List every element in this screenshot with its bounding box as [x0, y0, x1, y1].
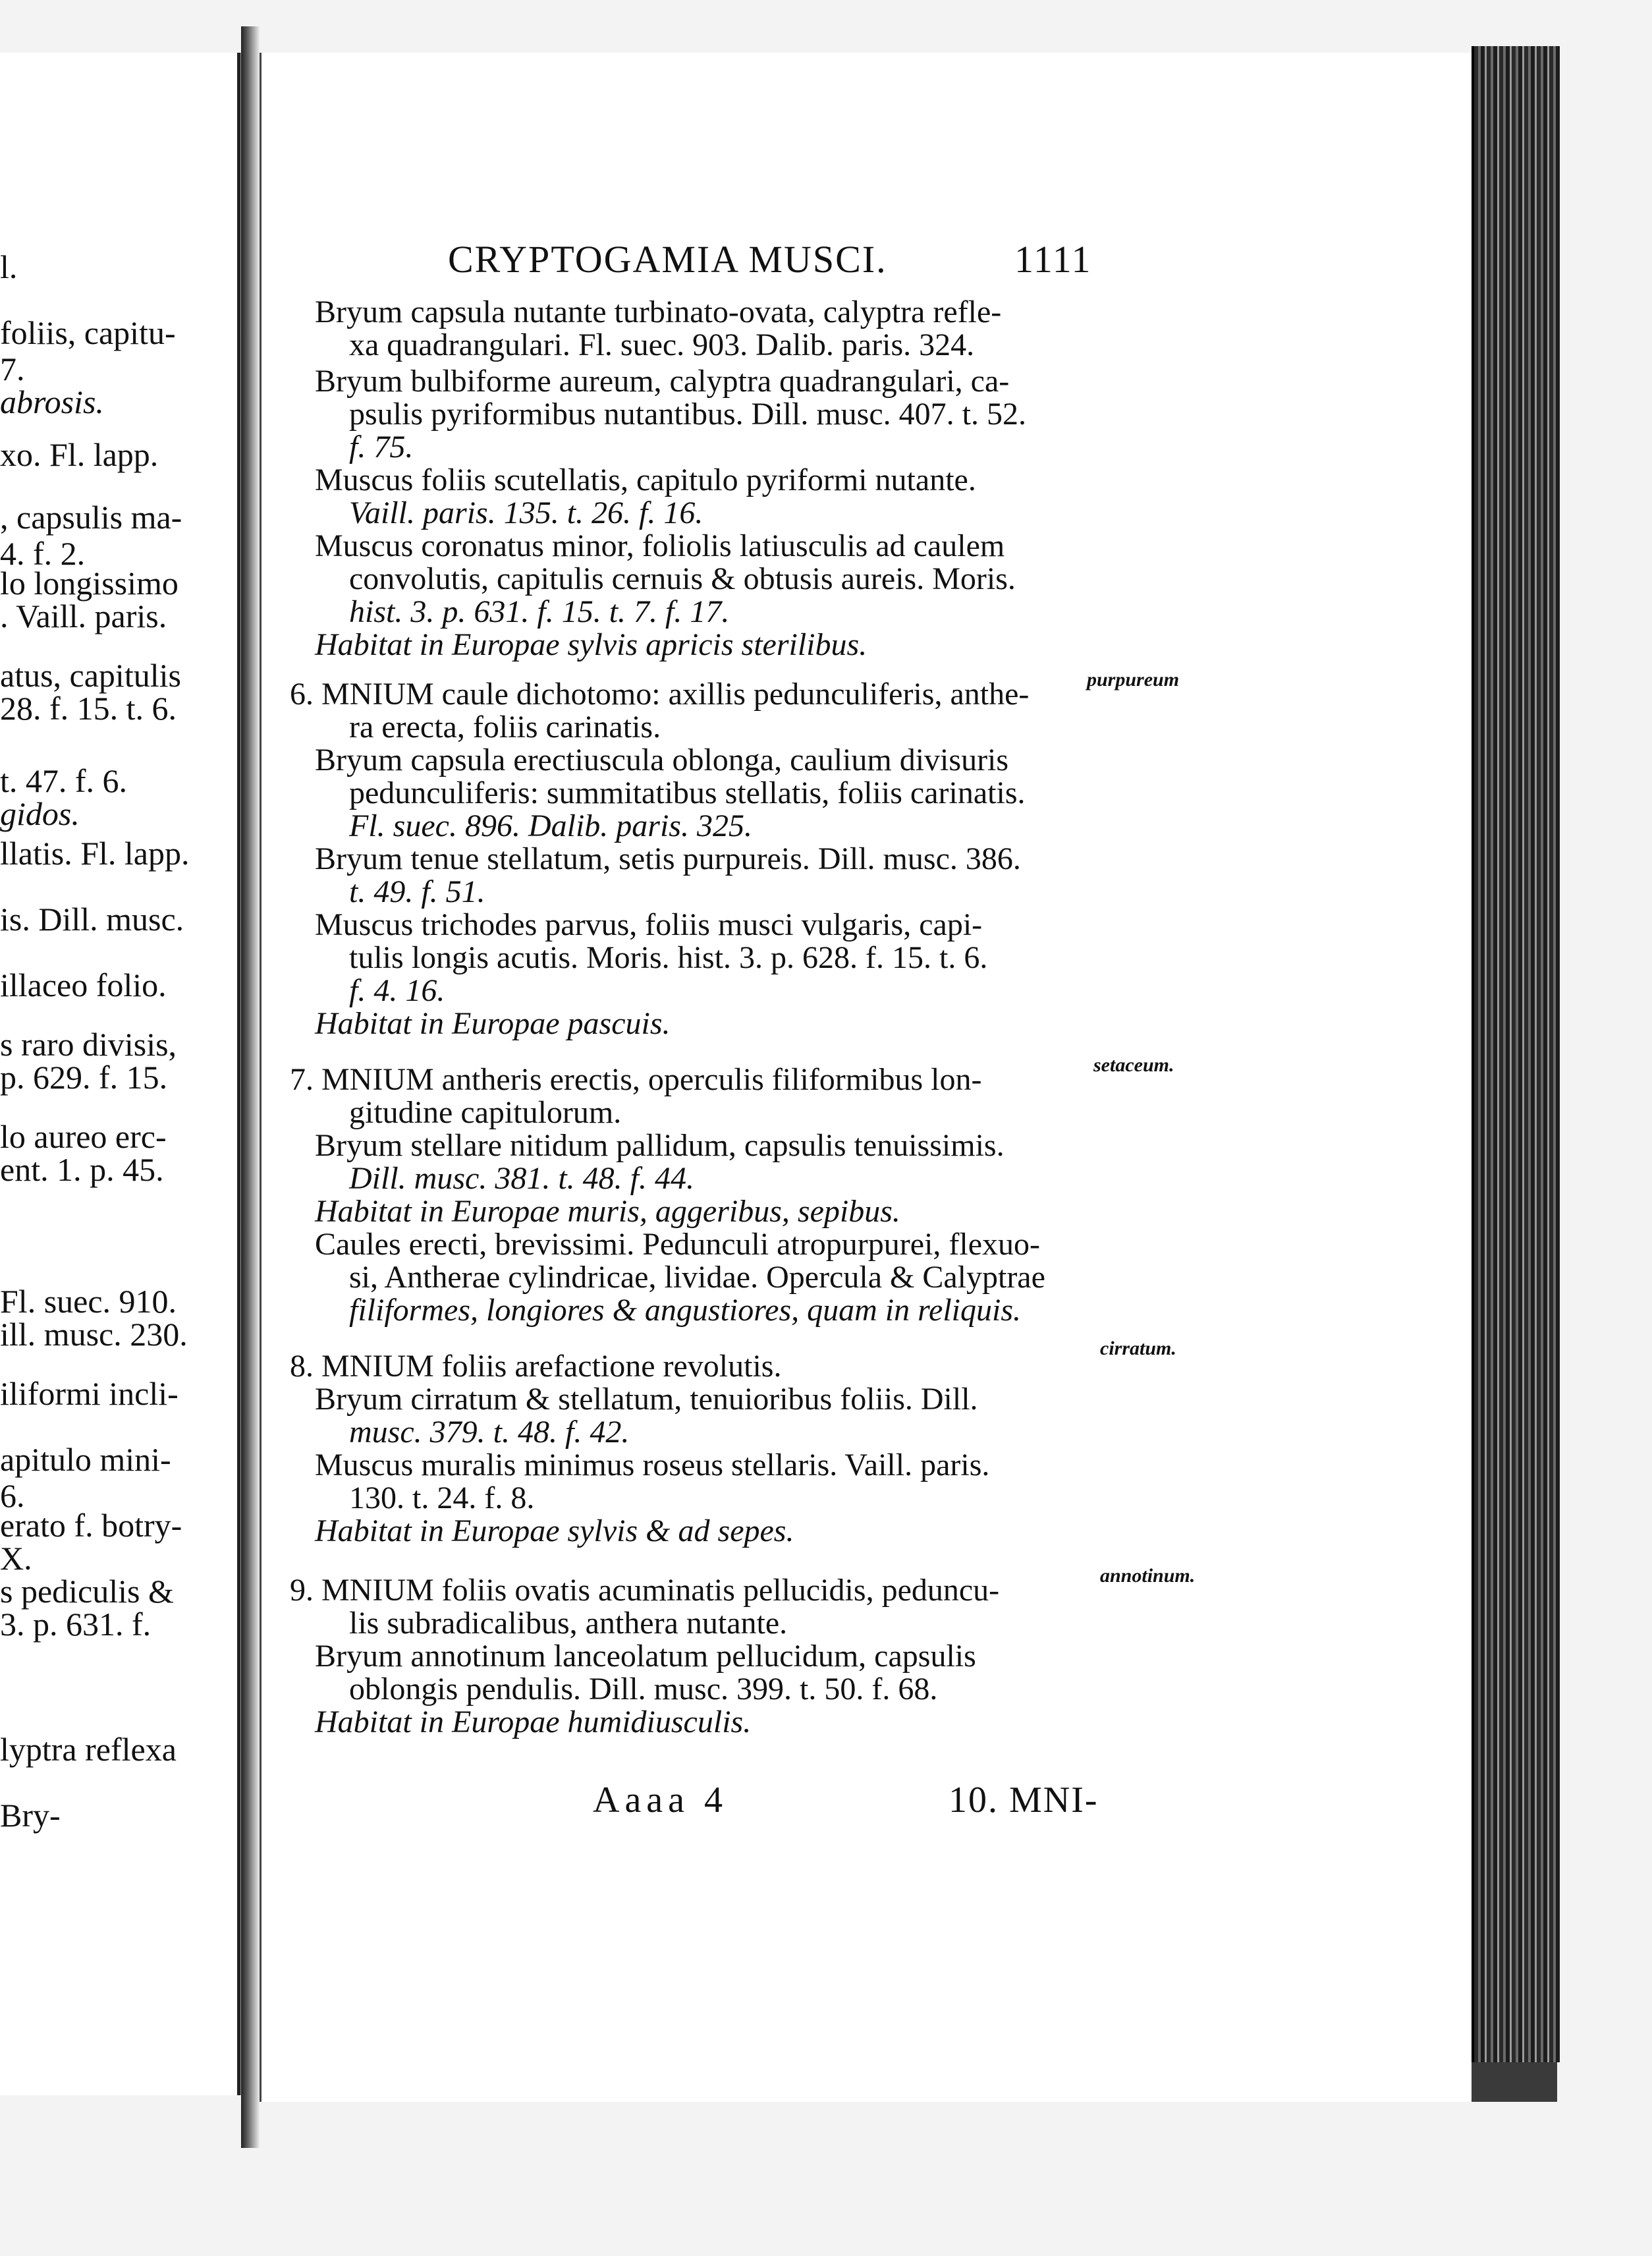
left-line: abrosis.: [0, 383, 104, 420]
habitat-line: Habitat in Europae pascuis.: [315, 1006, 671, 1041]
text-line: Bryum cirratum & stellatum, tenuioribus foliis. Dill.: [315, 1382, 978, 1417]
text-line: f. 75.: [349, 430, 414, 465]
left-page: [0, 53, 240, 2095]
text-line: Bryum tenue stellatum, setis purpureis. Dill. musc. 386.: [315, 841, 1021, 876]
left-line: t. 47. f. 6.: [0, 762, 128, 799]
text-line: Bryum capsula erectiuscula oblonga, caulium divisuris: [315, 743, 1009, 777]
text-line: t. 49. f. 51.: [349, 874, 485, 909]
text-line: lis subradicalibus, anthera nutante.: [349, 1606, 788, 1641]
text-line: convolutis, capitulis cernuis & obtusis aureis. Moris.: [349, 561, 1016, 596]
left-line: 3. p. 631. f.: [0, 1606, 151, 1643]
side-label: annotinum.: [1100, 1565, 1196, 1587]
text-line: oblongis pendulis. Dill. musc. 399. t. 50. f. 68.: [349, 1672, 938, 1706]
left-line: is. Dill. musc.: [0, 901, 184, 938]
left-line: iliformi incli-: [0, 1375, 179, 1412]
left-line: s raro divisis,: [0, 1026, 177, 1063]
left-line: ent. 1. p. 45.: [0, 1151, 164, 1188]
left-line: 4. f. 2.: [0, 535, 86, 572]
habitat-line: Habitat in Europae sylvis & ad sepes.: [315, 1513, 794, 1548]
left-line: p. 629. f. 15.: [0, 1059, 168, 1096]
left-line: Bry-: [0, 1797, 61, 1834]
text-line: pedunculiferis: summitatibus stellatis, foliis carinatis.: [349, 776, 1026, 810]
text-line: Vaill. paris. 135. t. 26. f. 16.: [349, 495, 703, 530]
text-line: ra erecta, foliis carinatis.: [349, 710, 661, 745]
text-line: xa quadrangulari. Fl. suec. 903. Dalib. paris. 324.: [349, 327, 975, 362]
left-line: X.: [0, 1540, 32, 1577]
side-label: setaceum.: [1093, 1054, 1174, 1076]
left-line: 7.: [0, 351, 25, 387]
left-line: lo longissimo: [0, 565, 179, 602]
left-line: llatis. Fl. lapp.: [0, 835, 190, 872]
text-line: Muscus trichodes parvus, foliis musci vulgaris, capi-: [315, 907, 983, 942]
left-line: 28. f. 15. t. 6.: [0, 690, 177, 727]
text-line: Muscus coronatus minor, foliolis latiusculis ad caulem: [315, 528, 1005, 563]
habitat-line: Habitat in Europae sylvis apricis sterilibus.: [315, 627, 867, 662]
left-line: s pediculis &: [0, 1573, 174, 1610]
species-heading: 9. MNIUM foliis ovatis acuminatis pellucidis, peduncu-: [290, 1573, 1000, 1608]
page-edges-bottom: [1472, 2062, 1557, 2102]
text-line: hist. 3. p. 631. f. 15. t. 7. f. 17.: [349, 594, 730, 629]
text-line: Caules erecti, brevissimi. Pedunculi atropurpurei, flexuo-: [315, 1227, 1041, 1262]
left-line: Fl. suec. 910.: [0, 1283, 177, 1320]
page-number: 1111: [1014, 238, 1092, 281]
species-heading: 6. MNIUM caule dichotomo: axillis pedunculiferis, anthe-: [290, 677, 1030, 712]
text-line: musc. 379. t. 48. f. 42.: [349, 1415, 630, 1450]
left-line: atus, capitulis: [0, 657, 181, 694]
signature-mark: Aaaa 4: [593, 1780, 729, 1820]
book-gutter: [241, 26, 260, 2148]
left-line: l.: [0, 248, 18, 285]
text-line: Fl. suec. 896. Dalib. paris. 325.: [349, 808, 752, 843]
left-line: . Vaill. paris.: [0, 598, 167, 634]
text-line: Muscus foliis scutellatis, capitulo pyriformi nutante.: [315, 463, 976, 497]
left-line: ill. musc. 230.: [0, 1316, 188, 1353]
side-label: purpureum: [1087, 669, 1180, 691]
text-line: 130. t. 24. f. 8.: [349, 1480, 535, 1515]
text-line: f. 4. 16.: [349, 973, 445, 1008]
text-line: Bryum bulbiforme aureum, calyptra quadrangulari, ca-: [315, 364, 1010, 399]
text-line: filiformes, longiores & angustiores, quam in reliquis.: [349, 1293, 1022, 1328]
running-header: CRYPTOGAMIA MUSCI.: [448, 238, 887, 281]
left-line: lyptra reflexa: [0, 1731, 177, 1768]
left-line: erato f. botry-: [0, 1507, 182, 1544]
left-line: foliis, capitu-: [0, 314, 176, 351]
left-line: 6.: [0, 1477, 25, 1514]
page-edges: [1472, 46, 1560, 2062]
text-line: psulis pyriformibus nutantibus. Dill. musc. 407. t. 52.: [349, 397, 1026, 432]
text-line: Dill. musc. 381. t. 48. f. 44.: [349, 1161, 694, 1196]
left-line: lo aureo erc-: [0, 1118, 167, 1155]
left-line: apitulo mini-: [0, 1441, 171, 1478]
text-line: Bryum annotinum lanceolatum pellucidum, capsulis: [315, 1639, 976, 1674]
text-line: gitudine capitulorum.: [349, 1095, 622, 1130]
species-heading: 7. MNIUM antheris erectis, operculis filiformibus lon-: [290, 1062, 982, 1097]
habitat-line: Habitat in Europae muris, aggeribus, sepibus.: [315, 1194, 900, 1229]
side-label: cirratum.: [1100, 1338, 1176, 1359]
habitat-line: Habitat in Europae humidiusculis.: [315, 1705, 752, 1739]
text-line: Bryum capsula nutante turbinato-ovata, calyptra refle-: [315, 295, 1002, 329]
catchword: 10. MNI-: [949, 1780, 1099, 1820]
left-line: , capsulis ma-: [0, 499, 182, 536]
species-heading: 8. MNIUM foliis arefactione revolutis.: [290, 1349, 782, 1384]
text-line: si, Antherae cylindricae, lividae. Opercula & Calyptrae: [349, 1260, 1045, 1295]
left-line: xo. Fl. lapp.: [0, 436, 159, 473]
text-line: Bryum stellare nitidum pallidum, capsulis tenuissimis.: [315, 1128, 1005, 1163]
left-line: illaceo folio.: [0, 967, 167, 1003]
text-line: tulis longis acutis. Moris. hist. 3. p. 628. f. 15. t. 6.: [349, 940, 988, 975]
text-line: Muscus muralis minimus roseus stellaris. Vaill. paris.: [315, 1448, 990, 1482]
left-line: gidos.: [0, 795, 80, 832]
